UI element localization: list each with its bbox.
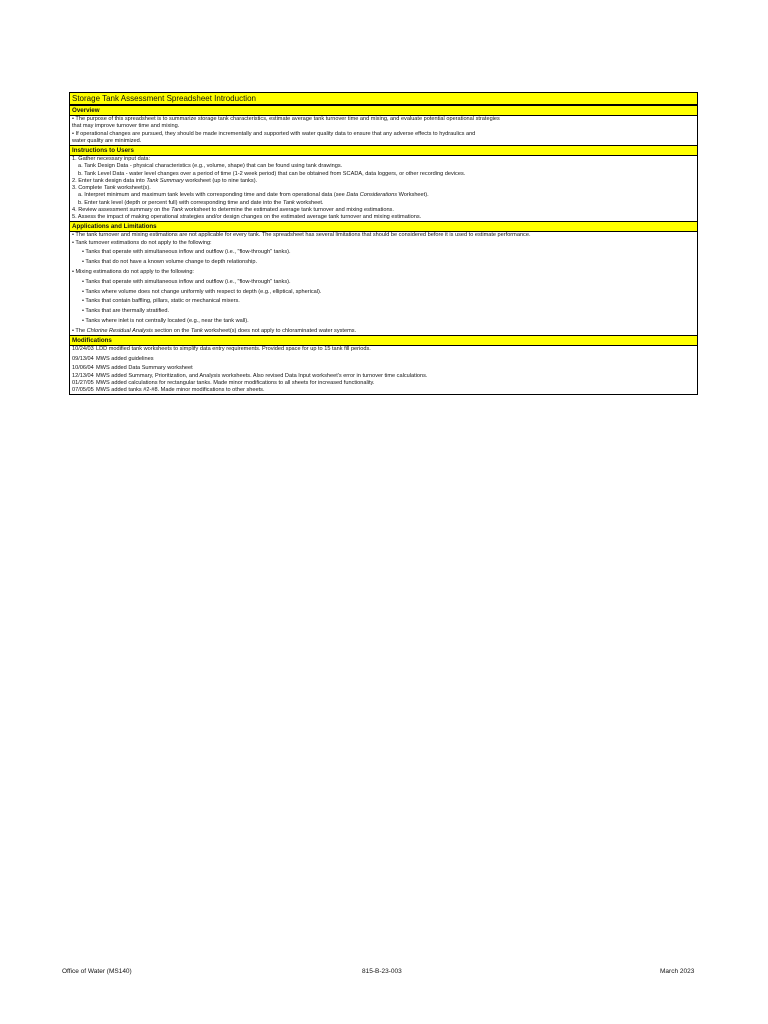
limitation-subitem: • Tanks that operate with simultaneous inflow and outflow (i.e., "flow-through" tanks). xyxy=(82,249,291,256)
modification-row xyxy=(72,346,695,353)
limitation-subitem: • Tanks that do not have a known volume change to depth relationship. xyxy=(82,259,258,266)
limitation-subitem: • Tanks that are thermally stratified. xyxy=(82,308,170,315)
instruction-step: 5. Assess the impact of making operational strategies and/or design changes on the estimated average tank turnover and mixing estimations. xyxy=(72,214,422,221)
modifications-heading: Modifications xyxy=(70,335,697,346)
limitation-item: • Tank turnover estimations do not apply to the following: xyxy=(72,239,212,246)
modification-row xyxy=(72,365,695,372)
instruction-step: 2. Enter tank design data into Tank Summary worksheet (up to nine tanks). xyxy=(72,177,258,184)
limitation-subitem: • Tanks that contain baffling, pillars, static or mechanical mixers. xyxy=(82,298,240,305)
instruction-step: 3. Complete Tank worksheet(s). xyxy=(72,185,151,192)
limitation-item: • The tank turnover and mixing estimations are not applicable for every tank. The spreadsheet has several limitations that should be considered before it is used to estimate performance. xyxy=(72,232,531,239)
modification-date: 07/05/05 xyxy=(72,387,94,394)
footer-date: March 2023 xyxy=(660,968,695,975)
instructions-heading: Instructions to Users xyxy=(70,145,697,156)
sheet-title: Storage Tank Assessment Spreadsheet Introduction xyxy=(69,92,698,105)
instruction-step: 4. Review assessment summary on the Tank worksheet to determine the estimated average tank turnover and mixing estimations. xyxy=(72,206,394,213)
limitation-subitem: • Tanks where volume does not change uniformly with respect to depth (e.g., elliptical, spherical). xyxy=(82,288,322,295)
spreadsheet-page xyxy=(69,92,698,395)
instruction-step: 1. Gather necessary input data: xyxy=(72,156,151,163)
modification-date: 10/06/04 xyxy=(72,365,94,372)
footer-document-number: 815-B-23-003 xyxy=(362,968,402,975)
limitation-subitem: • Tanks where inlet is not centrally located (e.g., near the tank wall). xyxy=(82,317,249,324)
modification-text: MWS added Data Summary worksheet xyxy=(96,365,193,372)
modifications-section xyxy=(70,346,697,396)
overview-line: • If operational changes are pursued, they should be made incrementally and supported with water quality data to ensure that any adverse effects to hydraulics and xyxy=(72,130,476,137)
overview-heading: Overview xyxy=(70,105,697,116)
instruction-substep: a. Interpret minimum and maximum tank levels with corresponding time and date from operational data (see Data Considerations Worksheet). xyxy=(78,192,429,199)
overview-line: that may improve turnover time and mixing. xyxy=(72,123,180,130)
modification-text: LDD modified tank worksheets to simplify data entry requirements. Provided space for up to 15 tank fill periods. xyxy=(96,345,371,352)
limitation-subitem: • Tanks that operate with simultaneous inflow and outflow (i.e., "flow-through" tanks). xyxy=(82,278,291,285)
limitation-item: • Mixing estimations do not apply to the following: xyxy=(72,269,194,276)
overview-section xyxy=(70,116,697,145)
modification-date: 09/13/04 xyxy=(72,355,94,362)
modification-text: MWS added guidelines xyxy=(96,355,154,362)
overview-line: water quality are minimized. xyxy=(72,137,142,144)
modification-date: 01/27/05 xyxy=(72,379,94,386)
applications-section xyxy=(70,232,697,334)
modification-row xyxy=(72,356,695,363)
modification-text: MWS added Summary, Prioritization, and Analysis worksheets. Also revised Data Input worksheet's error in turnover time calculations. xyxy=(96,372,428,379)
applications-heading: Applications and Limitations xyxy=(70,221,697,232)
modification-row xyxy=(72,387,695,394)
instruction-substep: b. Tank Level Data - water level changes over a period of time (1-2 week period) that can be obtained from SCADA, data loggers, or other recording devices. xyxy=(78,170,466,177)
instructions-section xyxy=(70,156,697,221)
modification-row xyxy=(72,373,695,380)
modification-date: 10/24/03 xyxy=(72,345,94,352)
modification-text: MWS added tanks #2-#8. Made minor modifications to other sheets. xyxy=(96,387,265,394)
overview-line: • The purpose of this spreadsheet is to summarize storage tank characteristics, estimate average tank turnover time and mixing, and evaluate potential operational strategies xyxy=(72,116,500,122)
modification-row xyxy=(72,380,695,387)
footer-office: Office of Water (MS140) xyxy=(62,968,132,975)
instruction-substep: b. Enter tank level (depth or percent full) with corresponding time and date into the Tank worksheet. xyxy=(78,199,324,206)
modification-date: 12/13/04 xyxy=(72,372,94,379)
limitation-item: • The Chlorine Residual Analysis section on the Tank worksheet(s) does not apply to chloraminated water systems. xyxy=(72,327,357,334)
instruction-substep: a. Tank Design Data - physical characteristics (e.g., volume, shape) that can be found using tank drawings. xyxy=(78,163,343,170)
modification-text: MWS added calculations for rectangular tanks. Made minor modifications to all sheets for increased functionality. xyxy=(96,379,375,386)
